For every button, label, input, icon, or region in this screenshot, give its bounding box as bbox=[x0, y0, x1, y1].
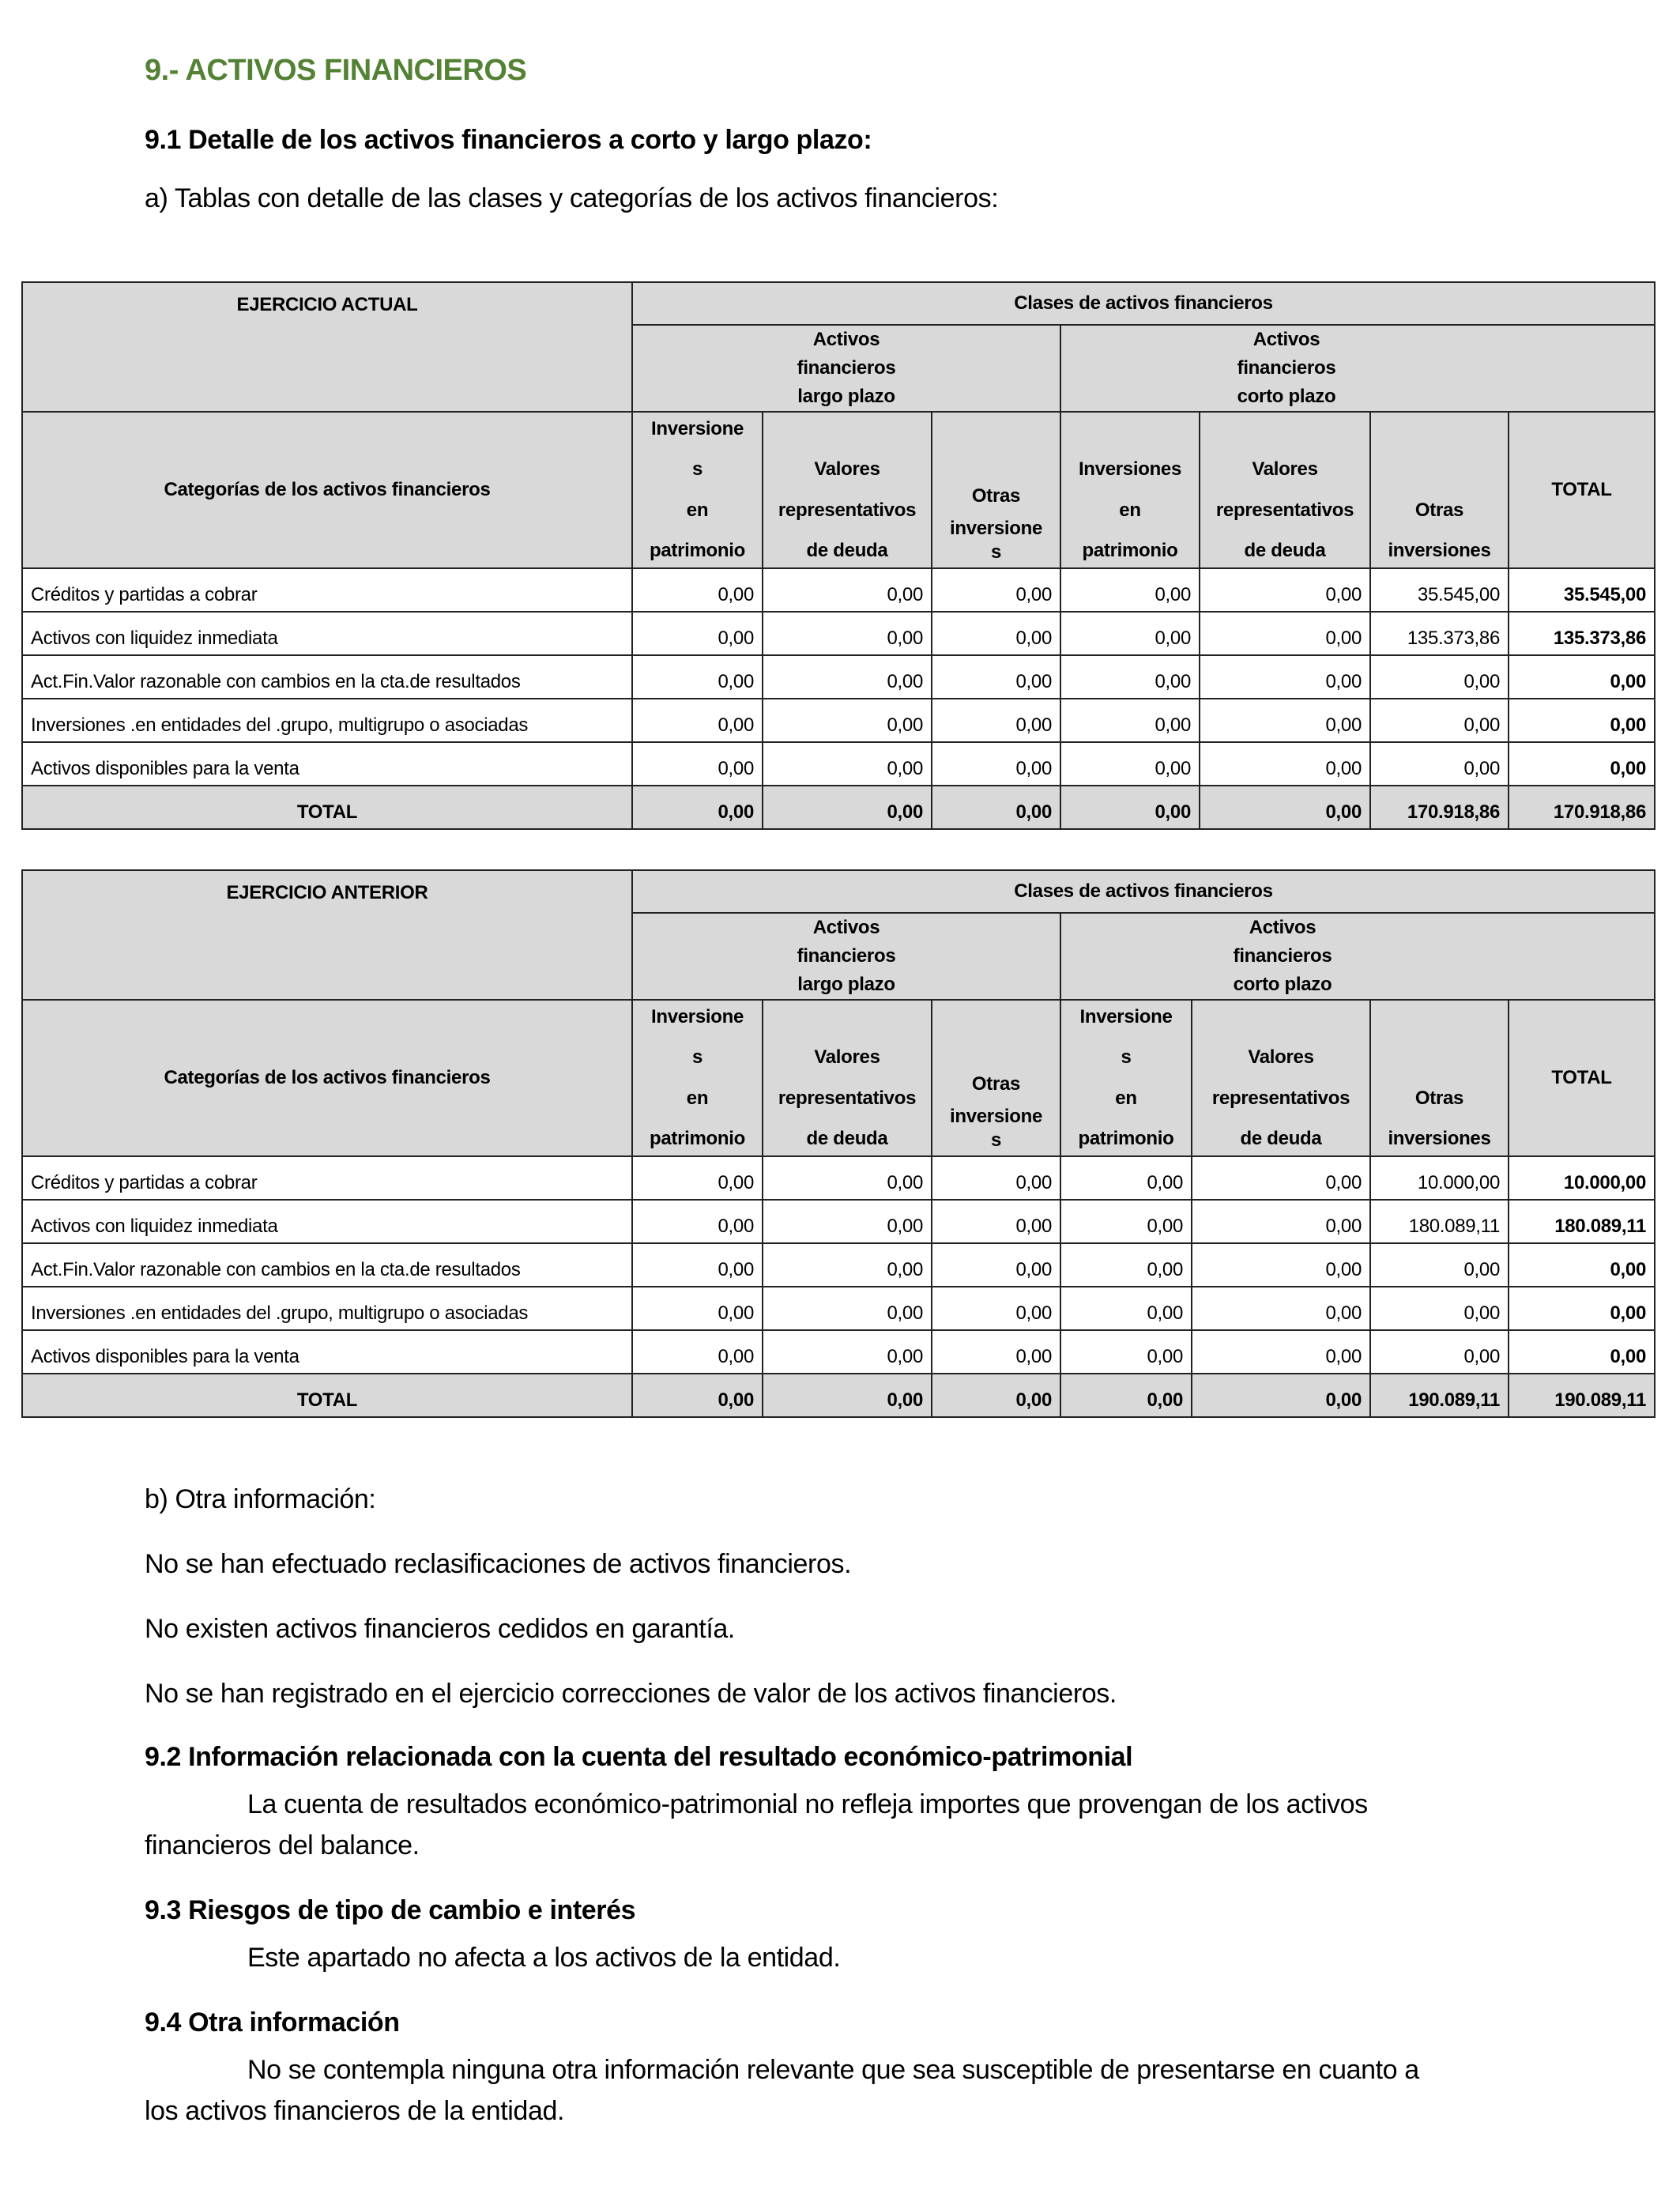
cell: 0,00 bbox=[932, 1200, 1060, 1243]
cell: 0,00 bbox=[632, 612, 763, 655]
grand-total: 170.918,86 bbox=[1509, 786, 1655, 829]
row-label: Activos disponibles para la venta bbox=[22, 1330, 632, 1374]
cell: 0,00 bbox=[1060, 568, 1200, 612]
row-total: 0,00 bbox=[1509, 1330, 1655, 1374]
row-total: 0,00 bbox=[1509, 655, 1655, 699]
col-header: Otras inversione s bbox=[932, 412, 1060, 568]
col-header: Otras inversione s bbox=[932, 1000, 1060, 1156]
cell: 0,00 bbox=[1192, 1156, 1370, 1200]
total-header: TOTAL bbox=[1509, 412, 1655, 568]
corto-plazo-header: Activos financieros corto plazo bbox=[1060, 325, 1655, 412]
cell: 0,00 bbox=[1192, 1287, 1370, 1330]
row-total: 10.000,00 bbox=[1509, 1156, 1655, 1200]
cell: 0,00 bbox=[1200, 655, 1370, 699]
cell: 0,00 bbox=[1200, 568, 1370, 612]
cell: 0,00 bbox=[932, 742, 1060, 786]
col-header: Otras inversiones bbox=[1370, 412, 1509, 568]
clases-header: Clases de activos financieros bbox=[632, 282, 1655, 325]
otra-line-1: No se han efectuado reclasificaciones de activos financieros. bbox=[145, 1549, 852, 1579]
cell: 0,00 bbox=[763, 1200, 932, 1243]
cell: 0,00 bbox=[763, 1156, 932, 1200]
cell: 0,00 bbox=[1200, 742, 1370, 786]
row-label: Activos disponibles para la venta bbox=[22, 742, 632, 786]
subsection-9-2-heading: 9.2 Información relacionada con la cuenta del resultado económico-patrimonial bbox=[145, 1742, 1133, 1772]
total-row bbox=[22, 786, 1655, 829]
cell: 0,00 bbox=[932, 699, 1060, 742]
cell: 0,00 bbox=[1370, 1287, 1509, 1330]
categorias-header: Categorías de los activos financieros bbox=[22, 1000, 632, 1156]
cell: 0,00 bbox=[1192, 1243, 1370, 1287]
tables-intro: a) Tablas con detalle de las clases y categorías de los activos financieros: bbox=[145, 183, 999, 213]
cell: 0,00 bbox=[763, 612, 932, 655]
cell: 0,00 bbox=[1200, 612, 1370, 655]
col-header: Valores representativos de deuda bbox=[763, 1000, 932, 1156]
otra-line-3: No se han registrado en el ejercicio correcciones de valor de los activos financieros. bbox=[145, 1679, 1117, 1709]
cell: 135.373,86 bbox=[1370, 612, 1509, 655]
cell: 0,00 bbox=[1060, 786, 1200, 829]
table-row bbox=[22, 699, 1655, 742]
cell: 0,00 bbox=[1370, 1243, 1509, 1287]
cell: 190.089,11 bbox=[1370, 1374, 1509, 1417]
cell: 0,00 bbox=[1370, 699, 1509, 742]
table-ejercicio-actual bbox=[21, 281, 1656, 830]
cell: 0,00 bbox=[632, 786, 763, 829]
table-row bbox=[22, 1243, 1655, 1287]
cell: 0,00 bbox=[1370, 1330, 1509, 1374]
subsection-9-4-heading: 9.4 Otra información bbox=[145, 2007, 400, 2038]
cell: 0,00 bbox=[1200, 786, 1370, 829]
cell: 0,00 bbox=[1370, 742, 1509, 786]
cell: 0,00 bbox=[1060, 1287, 1192, 1330]
cell: 0,00 bbox=[932, 786, 1060, 829]
table-row bbox=[22, 568, 1655, 612]
cell: 0,00 bbox=[932, 1156, 1060, 1200]
row-total: 135.373,86 bbox=[1509, 612, 1655, 655]
col-header: Otras inversiones bbox=[1370, 1000, 1509, 1156]
cell: 0,00 bbox=[763, 1243, 932, 1287]
table-row bbox=[22, 1287, 1655, 1330]
cell: 0,00 bbox=[763, 568, 932, 612]
corto-plazo-header: Activos financieros corto plazo bbox=[1060, 913, 1655, 1000]
row-label: Activos con liquidez inmediata bbox=[22, 1200, 632, 1243]
cell: 10.000,00 bbox=[1370, 1156, 1509, 1200]
s92-line-2: financieros del balance. bbox=[145, 1830, 420, 1860]
subsection-9-1-heading: 9.1 Detalle de los activos financieros a corto y largo plazo: bbox=[145, 125, 872, 155]
cell: 0,00 bbox=[1192, 1374, 1370, 1417]
cell: 0,00 bbox=[932, 1330, 1060, 1374]
col-header: Inversione s en patrimonio bbox=[632, 1000, 763, 1156]
cell: 0,00 bbox=[763, 786, 932, 829]
cell: 0,00 bbox=[1060, 1330, 1192, 1374]
cell: 0,00 bbox=[632, 699, 763, 742]
col-header: Valores representativos de deuda bbox=[763, 412, 932, 568]
subsection-9-3-heading: 9.3 Riesgos de tipo de cambio e interés bbox=[145, 1895, 636, 1925]
cell: 0,00 bbox=[632, 655, 763, 699]
cell: 0,00 bbox=[1060, 1200, 1192, 1243]
cell: 0,00 bbox=[932, 612, 1060, 655]
cell: 0,00 bbox=[1192, 1330, 1370, 1374]
row-total: 0,00 bbox=[1509, 699, 1655, 742]
table-row bbox=[22, 1156, 1655, 1200]
cell: 0,00 bbox=[932, 1287, 1060, 1330]
cell: 0,00 bbox=[763, 1330, 932, 1374]
col-header: Inversione s en patrimonio bbox=[1060, 1000, 1192, 1156]
cell: 180.089,11 bbox=[1370, 1200, 1509, 1243]
row-label: TOTAL bbox=[22, 1374, 632, 1417]
total-header: TOTAL bbox=[1509, 1000, 1655, 1156]
table-title: EJERCICIO ANTERIOR bbox=[22, 870, 632, 1000]
row-label: Activos con liquidez inmediata bbox=[22, 612, 632, 655]
row-total: 0,00 bbox=[1509, 1243, 1655, 1287]
largo-plazo-header: Activos financieros largo plazo bbox=[632, 913, 1060, 1000]
cell: 0,00 bbox=[1060, 655, 1200, 699]
row-total: 0,00 bbox=[1509, 742, 1655, 786]
s93-line-1: Este apartado no afecta a los activos de la entidad. bbox=[247, 1943, 841, 1973]
cell: 0,00 bbox=[1060, 742, 1200, 786]
s92-line-1: La cuenta de resultados económico-patrimonial no refleja importes que provengan de los activos bbox=[247, 1789, 1368, 1819]
table-row bbox=[22, 1200, 1655, 1243]
table-row bbox=[22, 612, 1655, 655]
row-label: Inversiones .en entidades del .grupo, multigrupo o asociadas bbox=[22, 1287, 632, 1330]
cell: 170.918,86 bbox=[1370, 786, 1509, 829]
table-row bbox=[22, 1330, 1655, 1374]
otra-informacion-heading: b) Otra información: bbox=[145, 1484, 376, 1514]
row-label: Act.Fin.Valor razonable con cambios en la cta.de resultados bbox=[22, 1243, 632, 1287]
cell: 0,00 bbox=[632, 1287, 763, 1330]
row-label: Inversiones .en entidades del .grupo, multigrupo o asociadas bbox=[22, 699, 632, 742]
cell: 0,00 bbox=[1060, 1243, 1192, 1287]
cell: 0,00 bbox=[932, 568, 1060, 612]
cell: 0,00 bbox=[632, 1374, 763, 1417]
total-row bbox=[22, 1374, 1655, 1417]
col-header: Valores representativos de deuda bbox=[1200, 412, 1370, 568]
cell: 0,00 bbox=[932, 1374, 1060, 1417]
col-header: Inversiones en patrimonio bbox=[1060, 412, 1200, 568]
row-total: 35.545,00 bbox=[1509, 568, 1655, 612]
cell: 0,00 bbox=[632, 742, 763, 786]
cell: 0,00 bbox=[1200, 699, 1370, 742]
row-label: Créditos y partidas a cobrar bbox=[22, 568, 632, 612]
table-row bbox=[22, 742, 1655, 786]
cell: 0,00 bbox=[932, 655, 1060, 699]
largo-plazo-header: Activos financieros largo plazo bbox=[632, 325, 1060, 412]
cell: 0,00 bbox=[632, 1243, 763, 1287]
cell: 0,00 bbox=[763, 1374, 932, 1417]
cell: 0,00 bbox=[1060, 612, 1200, 655]
section-title: 9.- ACTIVOS FINANCIEROS bbox=[145, 54, 527, 87]
cell: 0,00 bbox=[1060, 1156, 1192, 1200]
cell: 0,00 bbox=[632, 1330, 763, 1374]
row-total: 0,00 bbox=[1509, 1287, 1655, 1330]
row-label: Act.Fin.Valor razonable con cambios en la cta.de resultados bbox=[22, 655, 632, 699]
col-header: Inversione s en patrimonio bbox=[632, 412, 763, 568]
cell: 0,00 bbox=[1060, 1374, 1192, 1417]
grand-total: 190.089,11 bbox=[1509, 1374, 1655, 1417]
cell: 0,00 bbox=[1370, 655, 1509, 699]
cell: 0,00 bbox=[632, 1200, 763, 1243]
cell: 0,00 bbox=[763, 742, 932, 786]
cell: 0,00 bbox=[763, 1287, 932, 1330]
col-header: Valores representativos de deuda bbox=[1192, 1000, 1370, 1156]
cell: 0,00 bbox=[763, 699, 932, 742]
otra-line-2: No existen activos financieros cedidos en garantía. bbox=[145, 1614, 735, 1644]
table-ejercicio-anterior bbox=[21, 869, 1656, 1418]
table-row bbox=[22, 655, 1655, 699]
s94-line-2: los activos financieros de la entidad. bbox=[145, 2096, 565, 2126]
categorias-header: Categorías de los activos financieros bbox=[22, 412, 632, 568]
cell: 0,00 bbox=[932, 1243, 1060, 1287]
row-label: TOTAL bbox=[22, 786, 632, 829]
cell: 35.545,00 bbox=[1370, 568, 1509, 612]
row-total: 180.089,11 bbox=[1509, 1200, 1655, 1243]
table-title: EJERCICIO ACTUAL bbox=[22, 282, 632, 412]
clases-header: Clases de activos financieros bbox=[632, 870, 1655, 913]
cell: 0,00 bbox=[632, 1156, 763, 1200]
row-label: Créditos y partidas a cobrar bbox=[22, 1156, 632, 1200]
cell: 0,00 bbox=[1192, 1200, 1370, 1243]
s94-line-1: No se contempla ninguna otra información relevante que sea susceptible de presentarse en cuanto a bbox=[247, 2055, 1419, 2085]
cell: 0,00 bbox=[1060, 699, 1200, 742]
cell: 0,00 bbox=[763, 655, 932, 699]
cell: 0,00 bbox=[632, 568, 763, 612]
